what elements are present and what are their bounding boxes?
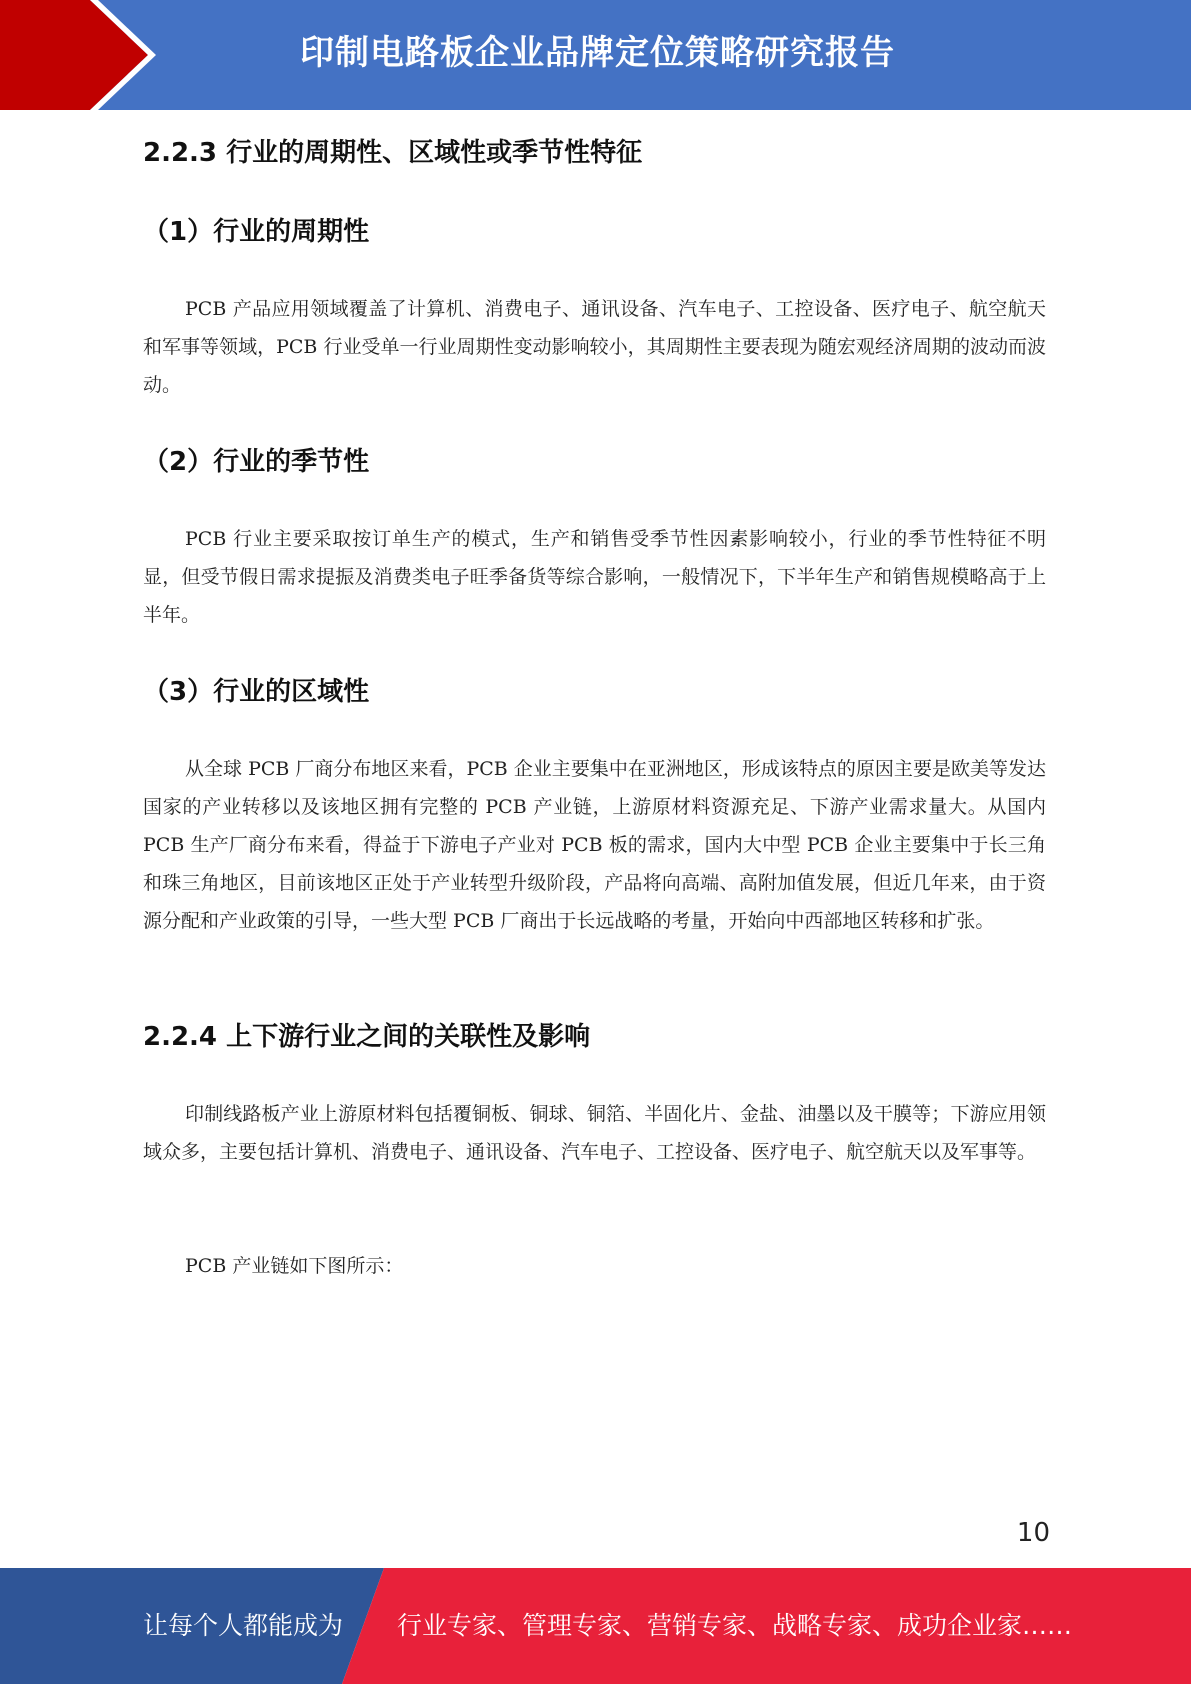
subsection-seasonality-heading: （2）行业的季节性 <box>143 447 370 477</box>
document-title: 印制电路板企业品牌定位策略研究报告 <box>300 33 895 73</box>
cyclicality-paragraph: PCB 产品应用领域覆盖了计算机、消费电子、通讯设备、汽车电子、工控设备、医疗电子、航空航天和军事等领域，PCB 行业受单一行业周期性变动影响较小，其周期性主要表现为随宏观经济周期的波动而波动。 <box>143 298 1046 396</box>
section-2-2-4-heading: 2.2.4 上下游行业之间的关联性及影响 <box>143 1022 591 1052</box>
page-header <box>0 0 1191 110</box>
industry-chain-intro: PCB 产业链如下图所示： <box>185 1255 404 1277</box>
section-2-2-3-heading: 2.2.3 行业的周期性、区域性或季节性特征 <box>143 138 643 168</box>
subsection-regionality-heading: （3）行业的区域性 <box>143 677 370 707</box>
footer-slogan-right: 行业专家、管理专家、营销专家、战略专家、成功企业家…… <box>397 1611 1073 1640</box>
seasonality-paragraph: PCB 行业主要采取按订单生产的模式，生产和销售受季节性因素影响较小，行业的季节性特征不明显，但受节假日需求提振及消费类电子旺季备货等综合影响，一般情况下，下半年生产和销售规模略高于上半年。 <box>143 528 1046 626</box>
footer-slogan-left: 让每个人都能成为 <box>143 1611 344 1640</box>
page-footer <box>0 1568 1191 1684</box>
page-number: 10 <box>1016 1518 1050 1548</box>
subsection-cyclicality-heading: （1）行业的周期性 <box>143 217 370 247</box>
regionality-paragraph: 从全球 PCB 厂商分布地区来看，PCB 企业主要集中在亚洲地区，形成该特点的原因主要是欧美等发达国家的产业转移以及该地区拥有完整的 PCB 产业链，上游原材料资源充足、下游产业需求量大。从国内 PCB 生产厂商分布来看，得益于下游电子产业对 PCB 板的需求，国内大中型 PCB 企业主要集中于长三角和珠三角地区，目前该地区正处于产业转型升级阶段，产品将向高端、高附加值发展，但近几年来，由于资源分配和产业政策的引导，一些大型 PCB 厂商出于长远战略的考量，开始向中西部地区转移和扩张。 <box>143 758 1046 932</box>
upstream-downstream-paragraph: 印制线路板产业上游原材料包括覆铜板、铜球、铜箔、半固化片、金盐、油墨以及干膜等；下游应用领域众多，主要包括计算机、消费电子、通讯设备、汽车电子、工控设备、医疗电子、航空航天以及军事等。 <box>143 1103 1046 1163</box>
